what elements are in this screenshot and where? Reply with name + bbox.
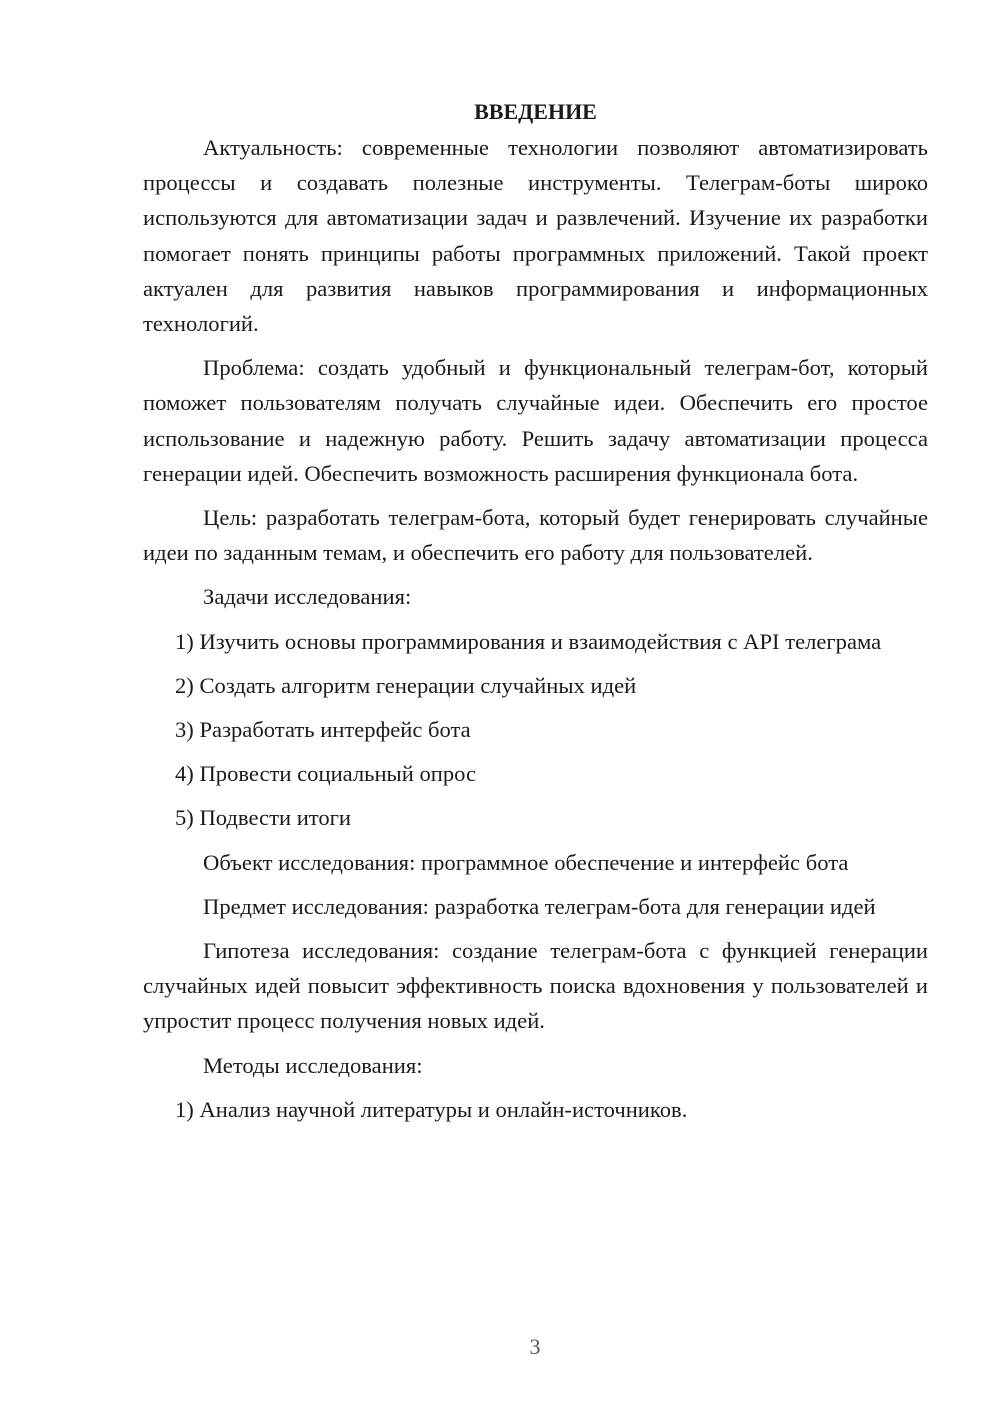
paragraph-object: Объект исследования: программное обеспечение и интерфейс бота bbox=[203, 849, 849, 875]
paragraph-problem: Проблема: создать удобный и функциональный телеграм-бот, который поможет пользователям получать случайные идеи. Обеспечить его простое использование и надежную работу. Решить задачу автоматизации процесса генерации идей. Обеспечить возможность расширения функционала бота. bbox=[143, 355, 928, 486]
paragraph-subject: Предмет исследования: разработка телеграм-бота для генерации идей bbox=[203, 893, 876, 919]
section-heading: ВВЕДЕНИЕ bbox=[474, 99, 597, 124]
paragraph-relevance: Актуальность: современные технологии позволяют автоматизировать процессы и создавать полезные инструменты. Телеграм-боты широко используются для автоматизации задач и развлечений. Изучение их разработки помогает понять принципы работы программных приложений. Такой проект актуален для развития навыков программирования и информационных технологий. bbox=[143, 135, 928, 337]
tasks-title: Задачи исследования: bbox=[203, 584, 412, 610]
methods-title: Методы исследования: bbox=[203, 1052, 423, 1078]
task-item-1: 1) Изучить основы программирования и взаимодействия с API телеграма bbox=[175, 628, 882, 654]
method-item-1: 1) Анализ научной литературы и онлайн-источников. bbox=[175, 1096, 688, 1122]
task-item-2: 2) Создать алгоритм генерации случайных идей bbox=[175, 672, 637, 698]
paragraph-hypothesis: Гипотеза исследования: создание телеграм-бота с функцией генерации случайных идей повысит эффективность поиска вдохновения у пользователей и упростит процесс получения новых идей. bbox=[143, 938, 928, 1034]
task-item-5: 5) Подвести итоги bbox=[175, 805, 352, 831]
paragraph-goal: Цель: разработать телеграм-бота, который будет генерировать случайные идеи по заданным темам, и обеспечить его работу для пользователей. bbox=[143, 505, 928, 566]
document-body bbox=[143, 94, 928, 1127]
task-item-3: 3) Разработать интерфейс бота bbox=[175, 717, 471, 743]
page-number: 3 bbox=[529, 1334, 541, 1359]
task-item-4: 4) Провести социальный опрос bbox=[175, 761, 477, 787]
